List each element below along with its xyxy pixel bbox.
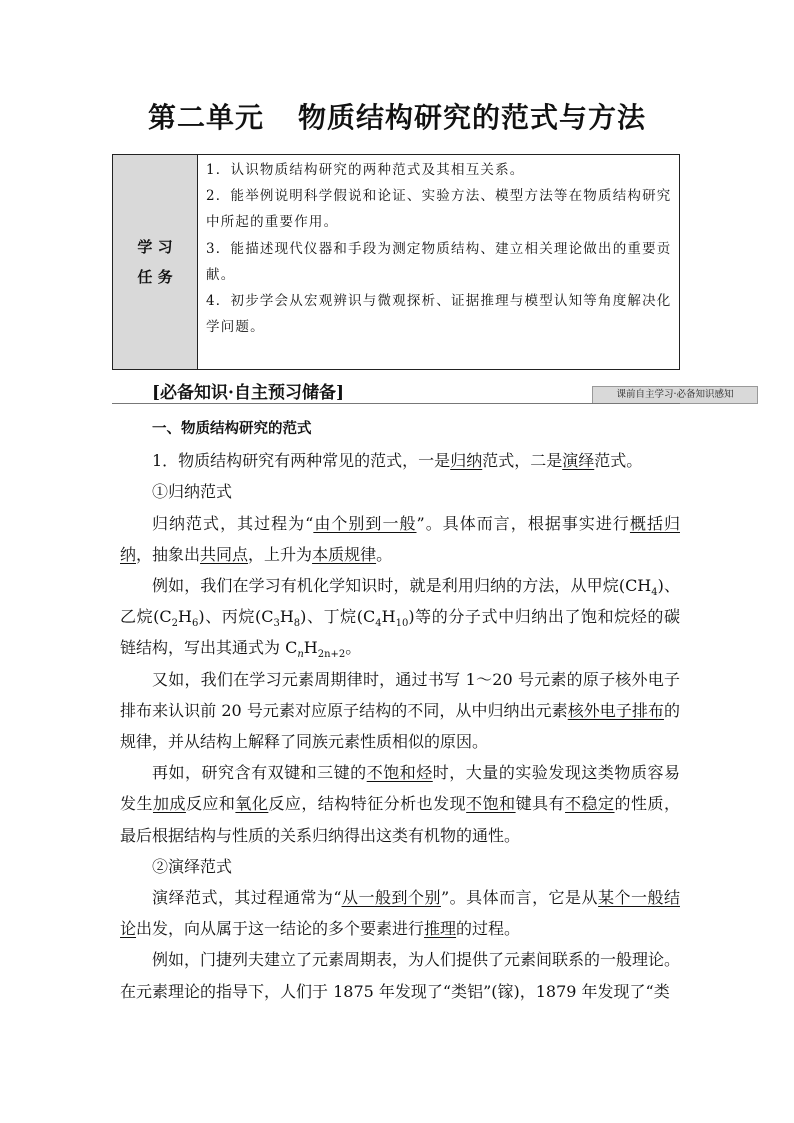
task-item: 1．认识物质结构研究的两种范式及其相互关系。 xyxy=(206,162,525,178)
task-item: 3．能描述现代仪器和手段为测定物质结构、建立相关理论做出的重要贡献。 xyxy=(206,240,672,283)
page-title xyxy=(0,96,794,136)
main-content xyxy=(120,414,680,1007)
learning-tasks-heading xyxy=(113,155,198,369)
section-header: [必备知识·自主预习储备] xyxy=(152,383,345,403)
task-item: 4．初步学会从宏观辨识与微观探析、证据推理与模型认知等角度解决化学问题。 xyxy=(206,293,672,336)
learning-tasks-list xyxy=(198,155,679,369)
title-unit: 第二单元 xyxy=(147,101,264,134)
learning-tasks-table xyxy=(112,154,680,370)
paragraph-3: 例如，我们在学习有机化学知识时，就是利用归纳的方法，从甲烷$(CH_4)$、乙烷$(C_2H_6)$、丙烷$(C_3H_8)$、丁烷$(C_4H_{10})$等的分子式中归纳出了饱和烷烃的碳链结构，写出其通式为 $C_nH_{2n+2}$。 xyxy=(120,576,680,661)
heading-deduction: ②演绎范式 xyxy=(152,856,233,876)
heading-line-1: 学 习 xyxy=(137,238,173,256)
paragraph-7: 例如，门捷列夫建立了元素周期表，为人们提供了元素间联系的一般理论。在元素理论的指导下，人们于 1875 年发现了“类铝”(镓)，1879 年发现了“类 xyxy=(120,950,681,1001)
paragraph-2: 归纳范式，其过程为“由个别到一般”。具体而言，根据事实进行概括归纳，抽象出共同点，上升为本质规律。 xyxy=(120,513,680,564)
title-topic: 物质结构研究的范式与方法 xyxy=(298,101,647,134)
heading-induction: ①归纳范式 xyxy=(152,482,233,502)
paragraph-6: 演绎范式，其过程通常为“从一般到个别”。具体而言，它是从某个一般结论出发，向从属于这一结论的多个要素进行推理的过程。 xyxy=(120,888,680,939)
heading-line-2: 任 务 xyxy=(137,268,173,286)
section-tag: 课前自主学习·必备知识感知 xyxy=(592,386,758,404)
paragraph-1: 1．物质结构研究有两种常见的范式，一是归纳范式，二是演绎范式。 xyxy=(152,451,643,471)
paragraph-5: 再如，研究含有双键和三键的不饱和烃时，大量的实验发现这类物质容易发生加成反应和氧化反应，结构特征分析也发现不饱和键具有不稳定的性质，最后根据结构与性质的关系归纳得出这类有机物的通性。 xyxy=(120,763,680,845)
paragraph-4: 又如，我们在学习元素周期律时，通过书写 1～20 号元素的原子核外电子排布来认识前 20 号元素对应原子结构的不同，从中归纳出元素核外电子排布的规律，并从结构上解释了同族元素性质相似的原因。 xyxy=(120,669,680,752)
subheading: 一、物质结构研究的范式 xyxy=(152,421,312,437)
task-item: 2．能举例说明科学假说和论证、实验方法、模型方法等在物质结构研究中所起的重要作用。 xyxy=(206,188,672,231)
section-divider xyxy=(112,403,680,404)
